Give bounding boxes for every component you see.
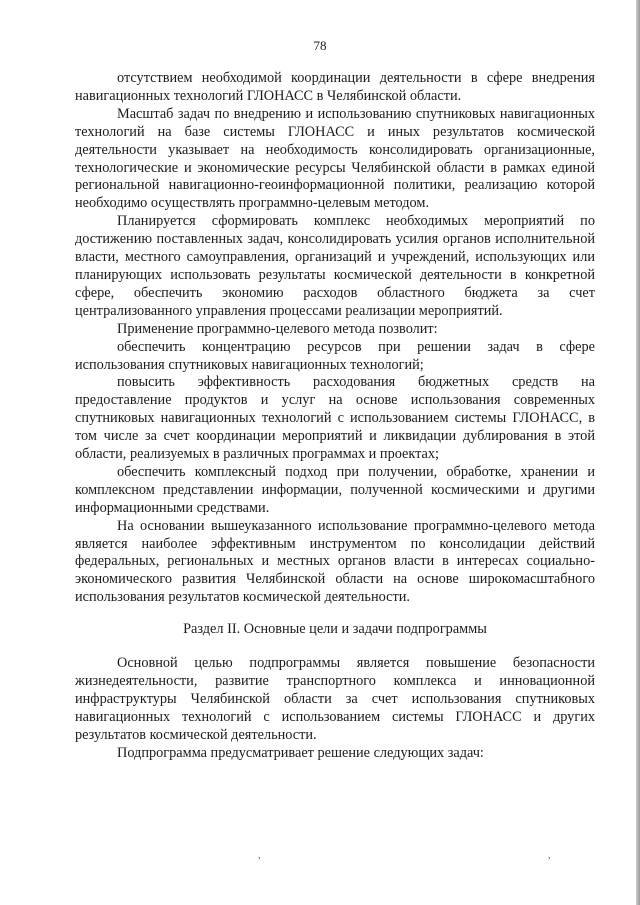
scan-marks bbox=[0, 850, 640, 870]
list-item-efficiency: повысить эффективность расходования бюджетных средств на предоставление продуктов и услуг на основе использования современных спутниковых навигационных технологий с использованием системы ГЛОНАСС, в том числе за счет координации мероприятий и ликвидации дублирования в этой области, реализуемых в различных программах и проектах; bbox=[75, 374, 595, 463]
paragraph-tasks-intro: Подпрограмма предусматривает решение следующих задач: bbox=[117, 744, 484, 761]
paragraph-method-intro: Применение программно-целевого метода позволит: bbox=[117, 320, 438, 337]
page-number: 78 bbox=[313, 38, 327, 53]
paragraph-scale-of-tasks: Масштаб задач по внедрению и использованию спутниковых навигационных технологий на базе системы ГЛОНАСС и иных результатов космической деятельности указывает на необходимость консолидировать организационные, технологические и экономические ресурсы Челябинской области в рамках единой региональной навигационно-геоинформационной политики, реализацию которой необходимо осуществлять программно-целевым методом. bbox=[75, 105, 595, 212]
document-body bbox=[75, 70, 595, 763]
scan-edge bbox=[636, 0, 640, 905]
paragraph-planned-measures: Планируется сформировать комплекс необходимых мероприятий по достижению поставленных задач, консолидировать усилия органов исполнительной власти, местного самоуправления, организаций и учреждений, использующих или планирующих использовать результаты космической деятельности в конкретной сфере, обеспечить экономию расходов областного бюджета за счет централизованного управления процессами реализации мероприятий. bbox=[75, 213, 595, 319]
paragraph-main-goal: Основной целью подпрограммы является повышение безопасности жизнедеятельности, развитие транспортного комплекса и инновационной инфраструктуры Челябинской области за счет использования спутниковых навигационных технологий с использованием системы ГЛОНАСС и других результатов космической деятельности. bbox=[75, 655, 595, 743]
list-item-concentration: обеспечить концентрацию ресурсов при решении задач в сфере использования спутниковых навигационных технологий; bbox=[75, 338, 595, 373]
paragraph-continuation: отсутствием необходимой координации деятельности в сфере внедрения навигационных технологий ГЛОНАСС в Челябинской области. bbox=[75, 70, 595, 104]
scan-mark-left: , bbox=[258, 850, 261, 861]
list-item-complex-approach: обеспечить комплексный подход при получении, обработке, хранении и комплексном представлении информации, полученной космическими и другими информационными средствами. bbox=[75, 463, 595, 516]
paragraph-conclusion: На основании вышеуказанного использование программно-целевого метода является наиболее эффективным инструментом по консолидации действий федеральных, региональных и местных органов власти в интересах социально-экономического развития Челябинской области на основе широкомасштабного использования результатов космической деятельности. bbox=[75, 517, 595, 606]
section-heading: Раздел II. Основные цели и задачи подпрограммы bbox=[183, 621, 487, 638]
scan-mark-right: , bbox=[548, 850, 551, 861]
